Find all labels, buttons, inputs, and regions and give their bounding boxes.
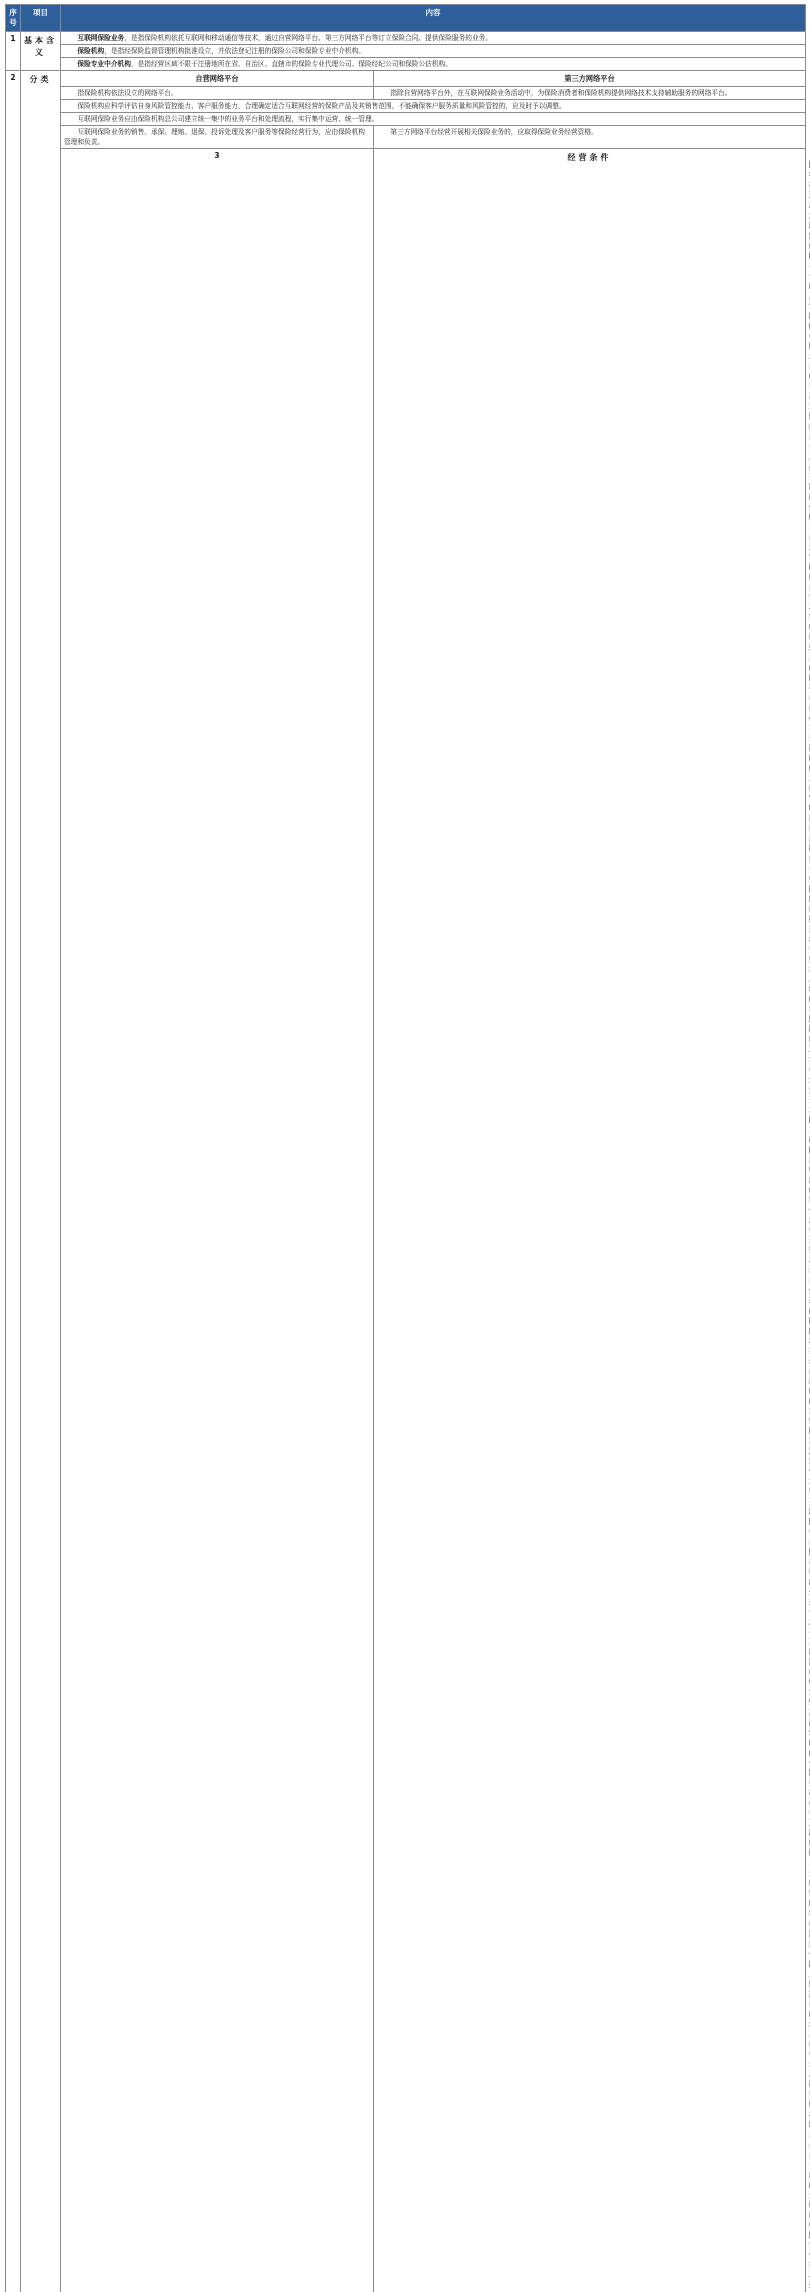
definition-text: ，是指经营区域不限于注册地所在省、自治区、直辖市的保险专业代理公司、保险经纪公司和保险公估机构。 bbox=[130, 59, 452, 68]
section-item: 经营条件 bbox=[374, 149, 806, 2292]
regulation-table bbox=[5, 4, 806, 2292]
self-operated-text: 互联网保险业务的销售、承保、理赔、退保、投诉处理及客户服务等保险经营行为，应由保险机构管理和负责。 bbox=[61, 126, 374, 149]
definition-cell bbox=[61, 44, 806, 57]
definition-cell bbox=[61, 57, 806, 70]
table-row bbox=[6, 113, 806, 126]
self-operated-text: 指保险机构依法设立的网络平台。 bbox=[61, 87, 374, 100]
column-third-party-platform: 第三方网络平台 bbox=[374, 70, 806, 86]
definition-term: 保险机构 bbox=[77, 46, 105, 55]
table-row bbox=[6, 126, 806, 149]
table-row bbox=[6, 87, 806, 100]
full-text: 互联网保险业务应由保险机构总公司建立统一集中的业务平台和处理流程，实行集中运营、统一管理。 bbox=[61, 113, 806, 126]
section-number: 3 bbox=[61, 149, 374, 2292]
full-text: 保险机构应科学评估自身风险管控能力、客户服务能力，合理确定适合互联网经营的保险产品及其销售范围，不能确保客户服务质量和风险管控的，应及时予以调整。 bbox=[61, 100, 806, 113]
section-number: 2 bbox=[6, 70, 21, 2292]
section-item: 分类 bbox=[21, 70, 61, 2292]
header-content: 内容 bbox=[61, 5, 806, 32]
header-index: 序号 bbox=[6, 5, 21, 32]
table-header-row bbox=[6, 5, 806, 32]
section-item: 基本含义 bbox=[21, 31, 61, 70]
table-row bbox=[6, 44, 806, 57]
column-self-operated-platform: 自营网络平台 bbox=[61, 70, 374, 86]
table-row bbox=[6, 149, 806, 2292]
definition-cell bbox=[61, 31, 806, 44]
table-row bbox=[6, 100, 806, 113]
third-party-text: 第三方网络平台经营开展相关保险业务的，应取得保险业务经营资格。 bbox=[374, 126, 806, 149]
definition-term: 互联网保险业务 bbox=[77, 33, 125, 42]
definition-text: ，是指保险机构依托互联网和移动通信等技术，通过自营网络平台、第三方网络平台等订立保险合同、提供保险服务的业务。 bbox=[124, 33, 493, 42]
section-number: 1 bbox=[6, 31, 21, 70]
table-row bbox=[6, 57, 806, 70]
table-row bbox=[6, 70, 806, 86]
table-row bbox=[6, 31, 806, 44]
definition-text: ，是指经保险监督管理机构批准设立，并依法登记注册的保险公司和保险专业中介机构。 bbox=[104, 46, 365, 55]
regulation-table-container bbox=[5, 4, 805, 1142]
definition-term: 保险专业中介机构 bbox=[77, 59, 131, 68]
third-party-text: 指除自营网络平台外，在互联网保险业务活动中，为保险消费者和保险机构提供网络技术支持辅助服务的网络平台。 bbox=[374, 87, 806, 100]
header-item: 项目 bbox=[21, 5, 61, 32]
